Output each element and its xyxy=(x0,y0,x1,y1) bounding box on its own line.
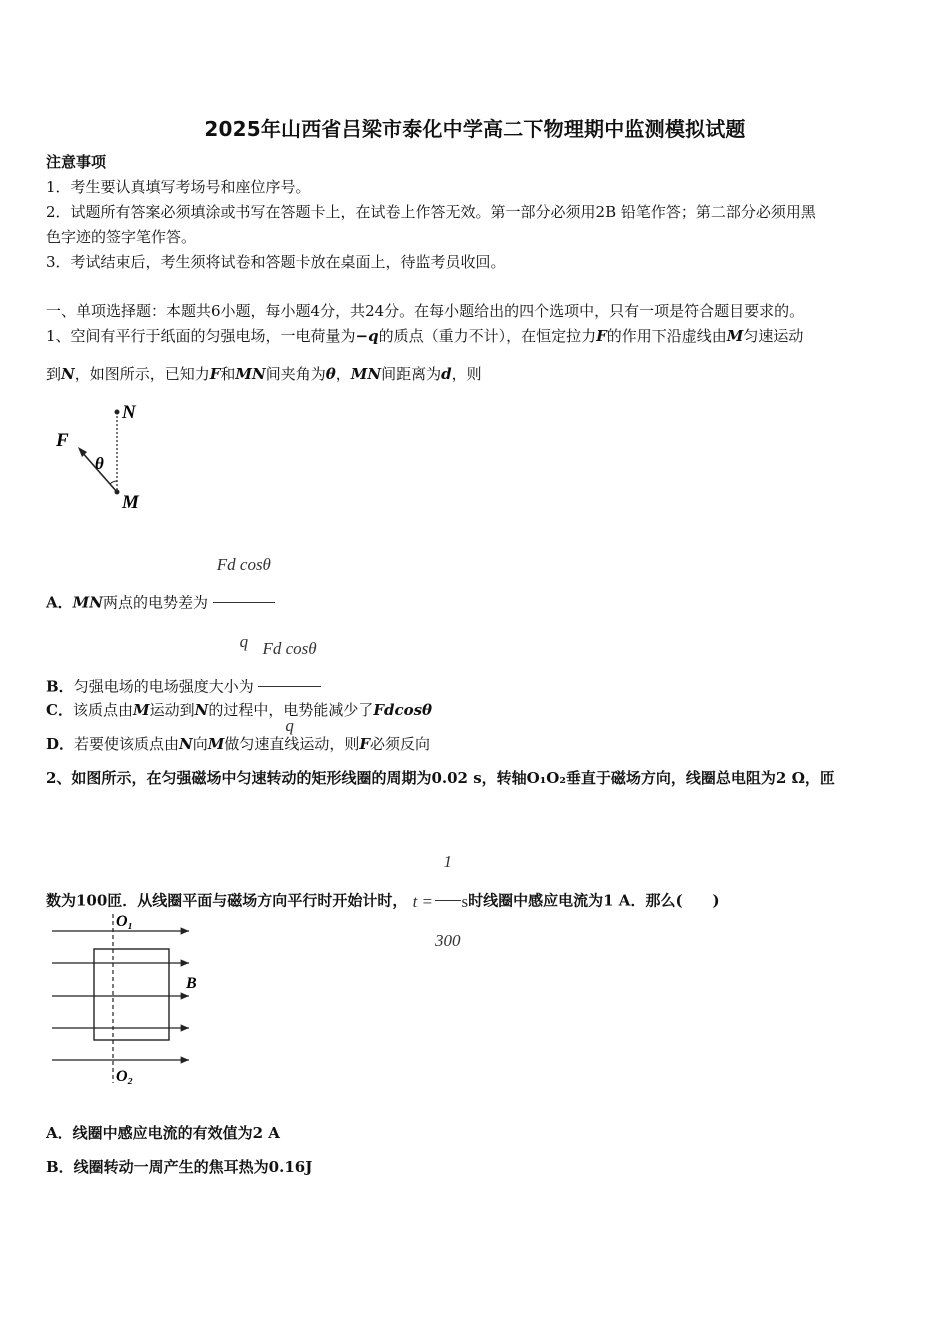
time-formula: t = $\frac{1}{300}$ s xyxy=(413,826,469,977)
notice-heading: 注意事项 xyxy=(46,153,107,171)
fraction: $\frac{\text{Fd cosθ}}{q}$ xyxy=(258,614,320,761)
section-heading: 一、单项选择题：本题共6小题，每小题4分，共24分。在每小题给出的四个选项中，只有一项是符合题目要求的。 xyxy=(46,302,805,320)
notice-item-2: 2．试题所有答案必须填涂或书写在答题卡上，在试卷上作答无效。第一部分必须用2B 铅笔作答；第二部分必须用黑 xyxy=(46,203,816,221)
point-n xyxy=(115,410,120,415)
notice-item-2-cont: 色字迹的签字笔作答。 xyxy=(46,228,197,246)
angle-arc xyxy=(110,481,117,484)
q1-stem-line1: 1、空间有平行于纸面的匀强电场，一电荷量为−q的质点（重力不计），在恒定拉力F的作用下沿虚线由M匀速运动 xyxy=(46,327,804,345)
label-f: F xyxy=(56,430,69,451)
label-b: B xyxy=(186,975,197,992)
q1-option-a: A．MN两点的电势差为 $\frac{\text{Fd cosθ}}{q}$ xyxy=(46,530,275,677)
notice-item-3: 3．考试结束后，考生须将试卷和答题卡放在桌面上，待监考员收回。 xyxy=(46,253,506,271)
q2-option-a: A．线圈中感应电流的有效值为2 A xyxy=(46,1124,280,1142)
q1-option-d: D．若要使该质点由N向M做匀速直线运动，则F必须反向 xyxy=(46,735,431,753)
q1-force-diagram xyxy=(50,398,160,518)
q1-stem-line2: 到N，如图所示，已知力F和MN间夹角为θ，MN间距离为d，则 xyxy=(46,365,482,383)
q2-stem-line2: 数为100匝．从线圈平面与磁场方向平行时开始计时， t = $\frac{1}{300}$ s时线圈中感应电流为1 A．那么( ) xyxy=(46,826,720,977)
page-title: 2025年山西省吕梁市泰化中学高二下物理期中监测模拟试题 xyxy=(204,117,746,141)
q2-option-b: B．线圈转动一周产生的焦耳热为0.16J xyxy=(46,1158,313,1176)
label-o1: O₁ xyxy=(116,913,134,930)
label-m: M xyxy=(122,492,139,513)
label-n: N xyxy=(122,402,136,423)
q1-option-c: C．该质点由M运动到N的过程中，电势能减少了Fdcosθ xyxy=(46,701,433,719)
notice-item-1: 1．考生要认真填写考场号和座位序号。 xyxy=(46,178,311,196)
label-theta: θ xyxy=(95,454,104,473)
fraction: $\frac{\text{Fd cosθ}}{q}$ xyxy=(213,530,275,677)
q2-coil-diagram xyxy=(48,908,208,1088)
q2-stem-line1: 2、如图所示，在匀强磁场中匀速转动的矩形线圈的周期为0.02 s，转轴O₁O₂垂直于磁场方向，线圈总电阻为2 Ω，匝 xyxy=(46,769,835,787)
point-m xyxy=(115,490,120,495)
label-o2: O₂ xyxy=(116,1068,134,1085)
q1-option-b: B．匀强电场的电场强度大小为 $\frac{\text{Fd cosθ}}{q}$ xyxy=(46,614,321,761)
